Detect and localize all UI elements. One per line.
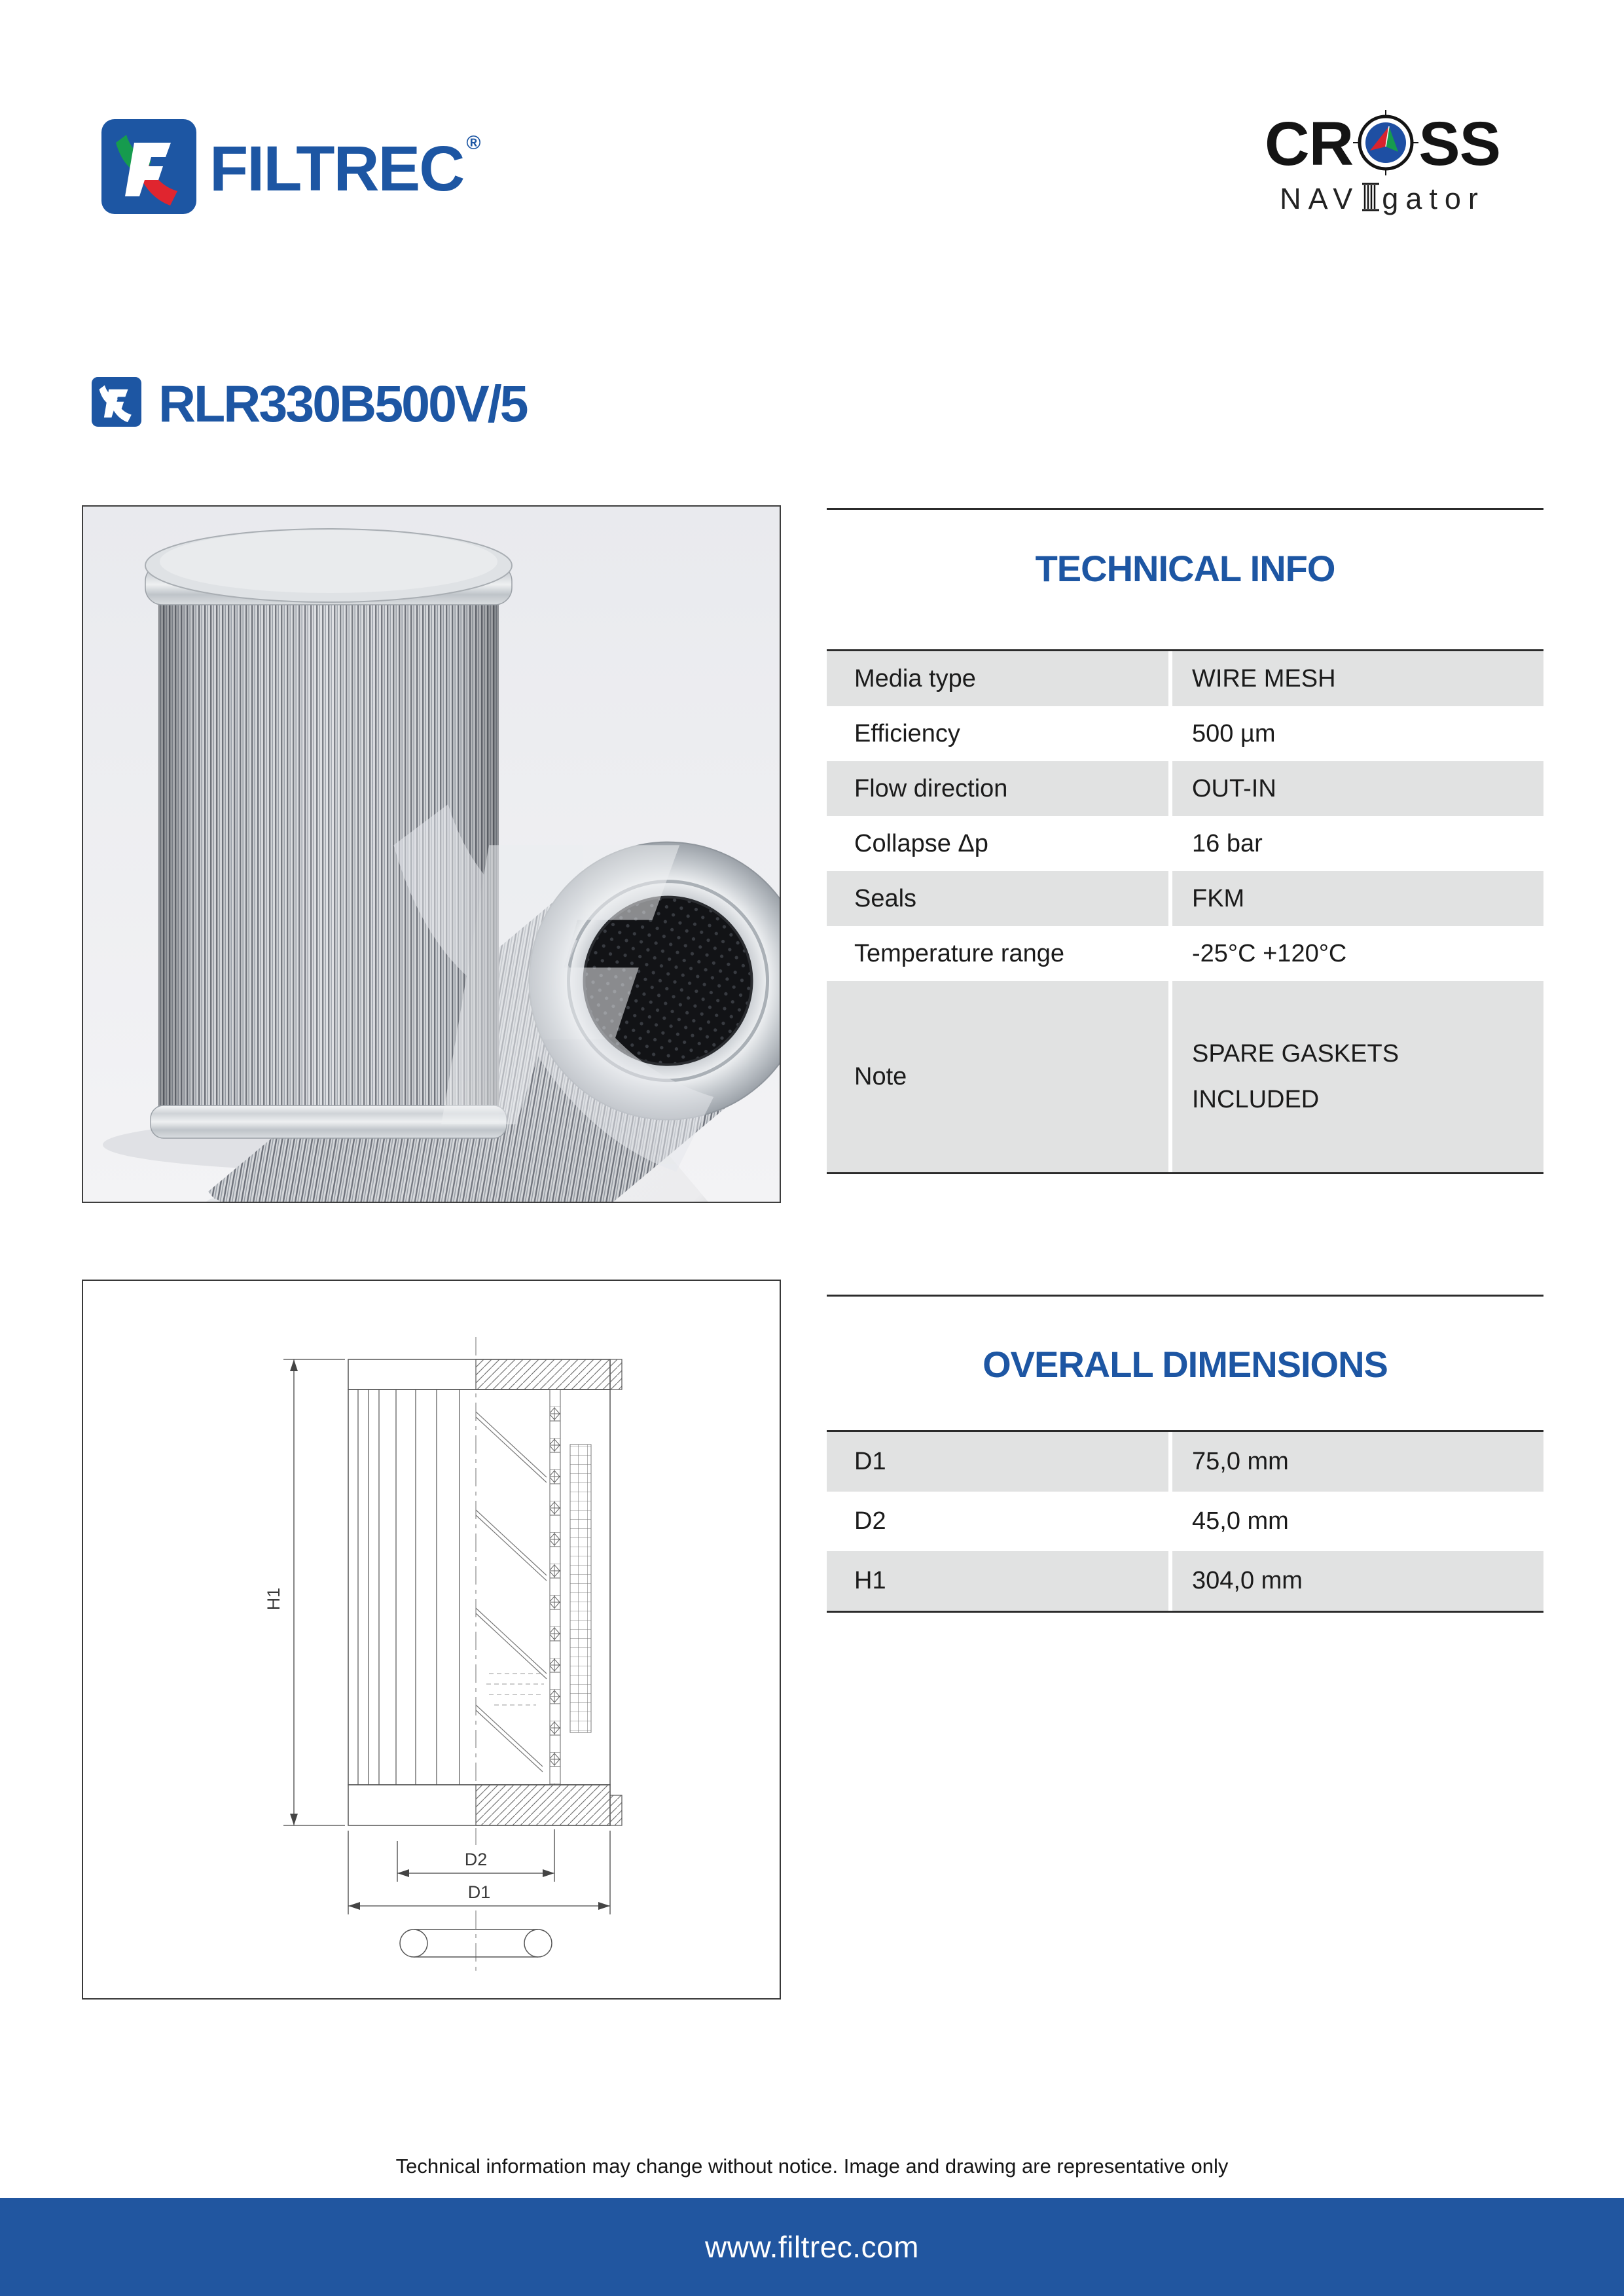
cross-sub-end: gator xyxy=(1382,182,1485,215)
row-label: Flow direction xyxy=(827,761,1168,816)
brand-name: FILTREC xyxy=(209,132,464,204)
row-value: SPARE GASKETS INCLUDED xyxy=(1172,981,1543,1172)
row-value: OUT-IN xyxy=(1172,761,1543,816)
row-label: Efficiency xyxy=(854,719,960,747)
cross-word-start: CR xyxy=(1265,109,1354,179)
row-label: H1 xyxy=(827,1551,1168,1611)
row-value: 500 µm xyxy=(1192,719,1276,747)
row-value: 45,0 mm xyxy=(1192,1507,1289,1535)
registered-mark: ® xyxy=(466,132,481,154)
row-label: Temperature range xyxy=(854,939,1065,967)
row-label: D2 xyxy=(854,1507,886,1535)
table-row xyxy=(827,651,1543,706)
drawing-dim-d2: D2 xyxy=(464,1850,488,1869)
filtrec-logo-icon xyxy=(101,119,196,217)
table-row xyxy=(827,926,1543,981)
table-row xyxy=(827,1432,1543,1492)
table-row xyxy=(827,761,1543,816)
row-label: Media type xyxy=(827,651,1168,706)
technical-info-table xyxy=(827,649,1543,1174)
overall-dimensions-table xyxy=(827,1430,1543,1613)
column-icon xyxy=(1360,180,1382,217)
product-title-icon xyxy=(92,377,141,430)
row-value: 16 bar xyxy=(1192,829,1263,857)
product-photo xyxy=(82,505,781,1203)
drawing-dim-d1: D1 xyxy=(467,1882,491,1902)
table-row xyxy=(827,981,1543,1172)
table-row xyxy=(827,1551,1543,1611)
row-value: 75,0 mm xyxy=(1172,1432,1543,1492)
table-row xyxy=(827,816,1543,871)
row-label: Note xyxy=(827,981,1168,1172)
cross-navigator-logo xyxy=(1258,110,1507,217)
row-value: FKM xyxy=(1172,871,1543,926)
overall-dimensions-title: OVERALL DIMENSIONS xyxy=(983,1344,1388,1385)
technical-info-title: TECHNICAL INFO xyxy=(1035,548,1335,589)
compass-icon xyxy=(1353,110,1418,179)
disclaimer-text: Technical information may change without notice. Image and drawing are representative only xyxy=(395,2155,1229,2178)
row-value: 304,0 mm xyxy=(1172,1551,1543,1611)
row-value: WIRE MESH xyxy=(1172,651,1543,706)
technical-drawing xyxy=(82,1280,781,2000)
row-label: D1 xyxy=(827,1432,1168,1492)
cross-sub-start: NAV xyxy=(1280,182,1360,215)
divider xyxy=(827,1295,1543,1297)
row-label: Seals xyxy=(827,871,1168,926)
row-value: -25°C +120°C xyxy=(1192,939,1347,967)
product-code: RLR330B500V/5 xyxy=(158,374,527,433)
table-row xyxy=(827,1492,1543,1551)
website-link[interactable]: www.filtrec.com xyxy=(705,2230,919,2264)
table-row xyxy=(827,706,1543,761)
drawing-dim-h1: H1 xyxy=(264,1587,283,1611)
row-label: Collapse Δp xyxy=(854,829,988,857)
table-row xyxy=(827,871,1543,926)
footer-bar xyxy=(0,2198,1624,2296)
product-title xyxy=(92,374,527,433)
cross-word-end: SS xyxy=(1418,109,1500,179)
divider xyxy=(827,508,1543,510)
filtrec-logo xyxy=(101,119,480,217)
